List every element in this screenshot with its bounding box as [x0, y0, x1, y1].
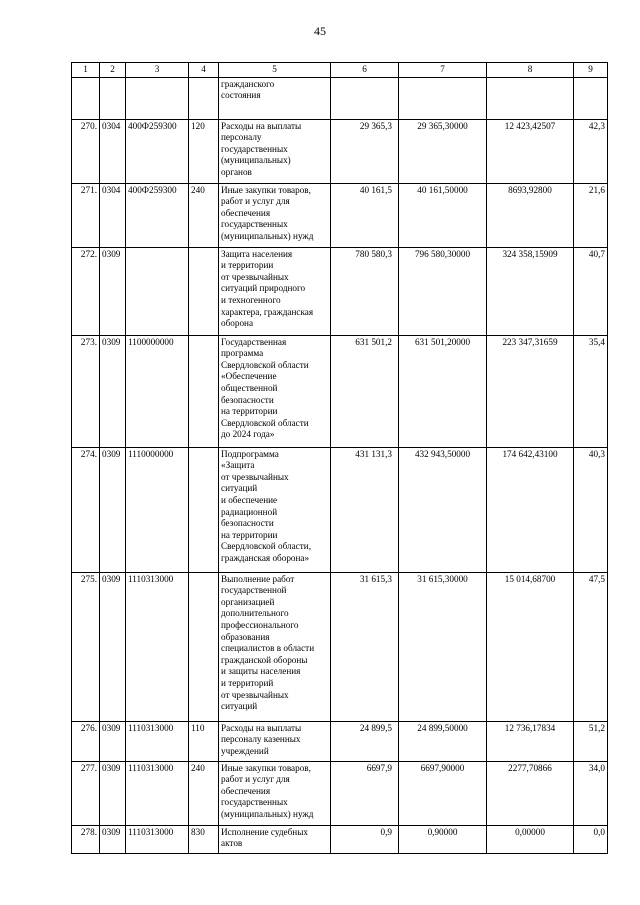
row-expense-type: 240 [189, 183, 219, 247]
row-name: Иные закупки товаров, работ и услуг для обеспечения государственных (муниципальных) нужд [219, 761, 331, 825]
row-plan-detail: 631 501,20000 [399, 335, 487, 447]
row-name: Подпрограмма «Защита от чрезвычайных ситуаций и обеспечение радиационной безопасности на территории Свердловской области, гражданская оборона» [219, 447, 331, 572]
row-expense-type: 110 [189, 721, 219, 761]
row-section: 0309 [100, 721, 126, 761]
row-plan: 431 131,3 [331, 447, 399, 572]
header-cell: 1 [72, 63, 100, 78]
row-executed: 174 642,43100 [487, 447, 574, 572]
row-target-code: 1110313000 [126, 721, 189, 761]
row-name: Государственная программа Свердловской области «Обеспечение общественной безопасности на территории Свердловской области до 2024 года» [219, 335, 331, 447]
row-name: Выполнение работ государственной организацией дополнительного профессионального образования специалистов в области гражданской обороны и защиты населения и территорий от чрезвычайных ситуаций [219, 572, 331, 721]
row-plan: 780 580,3 [331, 247, 399, 335]
row-number: 271. [72, 183, 100, 247]
header-cell: 2 [100, 63, 126, 78]
table-row [72, 721, 608, 761]
row-executed: 12 736,17834 [487, 721, 574, 761]
row-percent: 0,0 [574, 825, 608, 853]
row-plan-detail: 796 580,30000 [399, 247, 487, 335]
table-row [72, 825, 608, 853]
row-name: Защита населения и территории от чрезвычайных ситуаций природного и техногенного характера, гражданская оборона [219, 247, 331, 335]
row-section: 0309 [100, 247, 126, 335]
row-expense-type: 240 [189, 761, 219, 825]
row-plan: 6697,9 [331, 761, 399, 825]
header-row [72, 63, 608, 78]
row-target-code [126, 247, 189, 335]
table-row [72, 335, 608, 447]
row-expense-type [189, 572, 219, 721]
row-plan-detail: 432 943,50000 [399, 447, 487, 572]
row-expense-type [189, 247, 219, 335]
row-name: гражданского состояния [219, 77, 331, 119]
row-plan-detail: 24 899,50000 [399, 721, 487, 761]
row-name: Расходы на выплаты персоналу казенных учреждений [219, 721, 331, 761]
header-cell: 3 [126, 63, 189, 78]
row-executed: 8693,92800 [487, 183, 574, 247]
row-number: 273. [72, 335, 100, 447]
row-plan-detail: 0,90000 [399, 825, 487, 853]
row-percent: 47,5 [574, 572, 608, 721]
row-plan-detail: 29 365,30000 [399, 119, 487, 183]
row-plan-detail: 40 161,50000 [399, 183, 487, 247]
row-name: Иные закупки товаров, работ и услуг для обеспечения государственных (муниципальных) нужд [219, 183, 331, 247]
row-section: 0309 [100, 761, 126, 825]
row-percent: 34,0 [574, 761, 608, 825]
table-row [72, 447, 608, 572]
row-name: Исполнение судебных актов [219, 825, 331, 853]
continuation-row [72, 77, 608, 119]
header-cell: 5 [219, 63, 331, 78]
header-cell: 9 [574, 63, 608, 78]
row-number: 275. [72, 572, 100, 721]
row-plan: 29 365,3 [331, 119, 399, 183]
header-cell: 8 [487, 63, 574, 78]
row-name: Расходы на выплаты персоналу государственных (муниципальных) органов [219, 119, 331, 183]
row-section: 0309 [100, 825, 126, 853]
table-row [72, 119, 608, 183]
table-row [72, 572, 608, 721]
row-expense-type: 120 [189, 119, 219, 183]
table-row [72, 761, 608, 825]
row-plan: 631 501,2 [331, 335, 399, 447]
row-percent: 42,3 [574, 119, 608, 183]
row-plan: 24 899,5 [331, 721, 399, 761]
row-plan-detail: 31 615,30000 [399, 572, 487, 721]
row-section: 0309 [100, 572, 126, 721]
row-number: 274. [72, 447, 100, 572]
row-expense-type: 830 [189, 825, 219, 853]
row-target-code: 1110000000 [126, 447, 189, 572]
row-expense-type [189, 335, 219, 447]
row-section: 0309 [100, 447, 126, 572]
row-target-code: 1100000000 [126, 335, 189, 447]
row-expense-type [189, 447, 219, 572]
header-cell: 4 [189, 63, 219, 78]
row-executed: 223 347,31659 [487, 335, 574, 447]
row-percent: 40,3 [574, 447, 608, 572]
row-section: 0304 [100, 119, 126, 183]
budget-table [71, 62, 608, 854]
row-plan: 31 615,3 [331, 572, 399, 721]
row-section: 0309 [100, 335, 126, 447]
row-number: 276. [72, 721, 100, 761]
row-section: 0304 [100, 183, 126, 247]
page-number: 45 [314, 24, 326, 38]
row-target-code: 1110313000 [126, 761, 189, 825]
row-number: 270. [72, 119, 100, 183]
row-executed: 324 358,15909 [487, 247, 574, 335]
table-row [72, 247, 608, 335]
row-number: 277. [72, 761, 100, 825]
row-executed: 0,00000 [487, 825, 574, 853]
row-target-code: 400Ф259300 [126, 183, 189, 247]
row-target-code: 400Ф259300 [126, 119, 189, 183]
table-row [72, 183, 608, 247]
row-executed: 12 423,42507 [487, 119, 574, 183]
row-target-code: 1110313000 [126, 825, 189, 853]
header-cell: 6 [331, 63, 399, 78]
row-plan: 0,9 [331, 825, 399, 853]
row-percent: 35,4 [574, 335, 608, 447]
row-executed: 2277,70866 [487, 761, 574, 825]
row-plan: 40 161,5 [331, 183, 399, 247]
row-target-code: 1110313000 [126, 572, 189, 721]
row-executed: 15 014,68700 [487, 572, 574, 721]
row-percent: 21,6 [574, 183, 608, 247]
row-percent: 51,2 [574, 721, 608, 761]
row-number: 272. [72, 247, 100, 335]
row-percent: 40,7 [574, 247, 608, 335]
header-cell: 7 [399, 63, 487, 78]
row-plan-detail: 6697,90000 [399, 761, 487, 825]
row-number: 278. [72, 825, 100, 853]
